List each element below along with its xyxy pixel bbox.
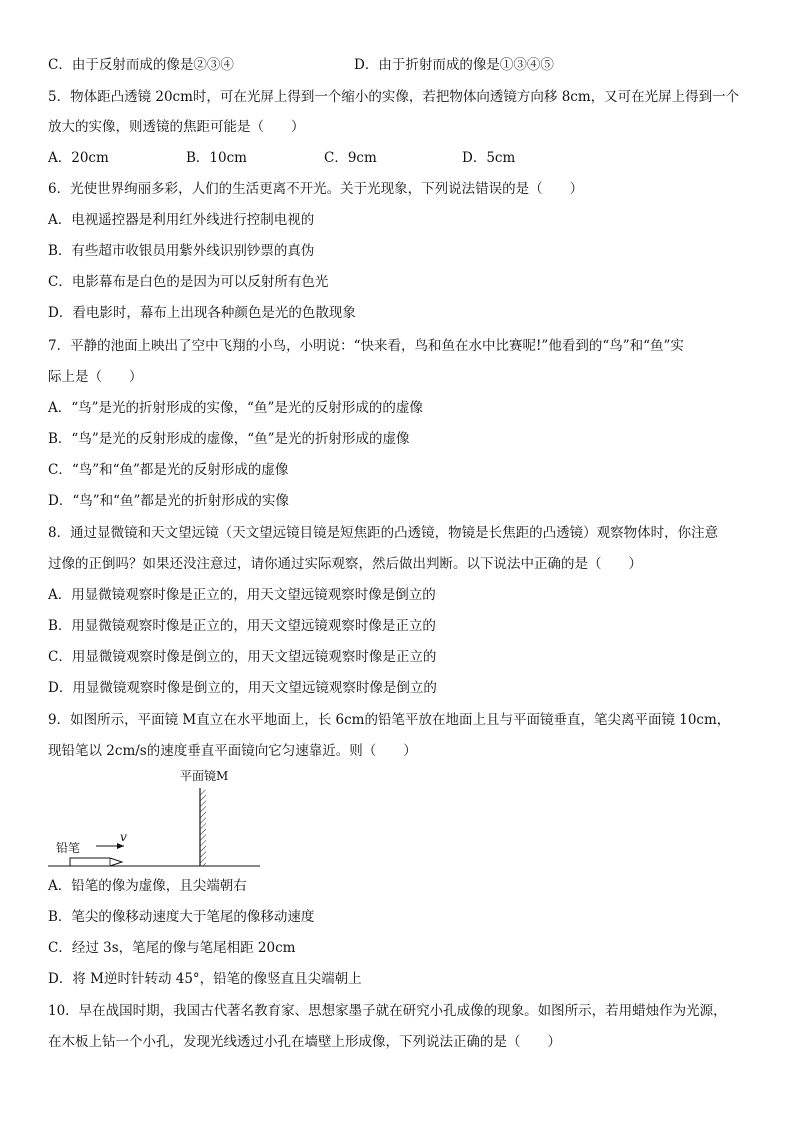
q5-option-a: A．20cm xyxy=(48,150,109,166)
pencil-shape xyxy=(70,858,122,866)
q5-option-d: D．5cm xyxy=(462,150,516,166)
q9-option-b: B．笔尖的像移动速度大于笔尾的像移动速度 xyxy=(48,909,315,925)
q4-option-d: D．由于折射而成的像是①③④⑤ xyxy=(354,57,554,73)
q5-option-c: C．9cm xyxy=(324,150,377,166)
q8-option-c: C．用显微镜观察时像是倒立的，用天文望远镜观察时像是正立的 xyxy=(48,649,437,665)
q8-option-d: D．用显微镜观察时像是倒立的，用天文望远镜观察时像是倒立的 xyxy=(48,680,437,696)
mirror-label: 平面镜M xyxy=(180,769,229,783)
q6-option-d: D．看电影时，幕布上出现各种颜色是光的色散现象 xyxy=(48,305,356,321)
velocity-label: v xyxy=(120,830,127,844)
q5-option-b: B．10cm xyxy=(186,150,247,166)
q9-option-c: C．经过 3s，笔尾的像与笔尾相距 20cm xyxy=(48,940,296,956)
q7-stem-line2: 际上是（ ） xyxy=(48,369,143,385)
q6-option-b: B．有些超市收银员用紫外线识别钞票的真伪 xyxy=(48,243,315,259)
q6-stem: 6．光使世界绚丽多彩，人们的生活更离不开光。关于光现象，下列说法错误的是（ ） xyxy=(48,181,584,197)
q10-stem-line2: 在木板上钻一个小孔，发现光线透过小孔在墙壁上形成像，下列说法正确的是（ ） xyxy=(48,1034,561,1050)
mirror-hatching xyxy=(200,790,206,866)
q9-stem-line2: 现铅笔以 2cm/s的速度垂直平面镜向它匀速靠近。则（ ） xyxy=(48,743,417,759)
q8-stem-line1: 8．通过显微镜和天文望远镜（天文望远镜目镜是短焦距的凸透镜，物镜是长焦距的凸透镜）观察物体时，你注意 xyxy=(48,525,719,541)
q9-option-d: D．将 M逆时针转动 45°，铅笔的像竖直且尖端朝上 xyxy=(48,971,362,987)
q9-stem-line1: 9．如图所示，平面镜 M直立在水平地面上，长 6cm的铅笔平放在地面上且与平面镜垂直，笔尖离平面镜 10cm， xyxy=(48,712,731,728)
q10-stem-line1: 10．早在战国时期，我国古代著名教育家、思想家墨子就在研究小孔成像的现象。如图所示，若用蜡烛作为光源， xyxy=(48,1003,727,1019)
q6-option-a: A．电视遥控器是利用红外线进行控制电视的 xyxy=(48,212,315,228)
q7-option-a: A．“鸟”是光的折射形成的实像，“鱼”是光的反射形成的的虚像 xyxy=(48,400,423,416)
q4-option-c: C．由于反射而成的像是②③④ xyxy=(48,57,234,73)
pencil-label: 铅笔 xyxy=(56,841,81,855)
q9-option-a: A．铅笔的像为虚像，且尖端朝右 xyxy=(48,878,247,894)
q7-option-d: D．“鸟”和“鱼”都是光的折射形成的实像 xyxy=(48,493,289,509)
q8-option-b: B．用显微镜观察时像是正立的，用天文望远镜观察时像是正立的 xyxy=(48,618,436,634)
q6-option-c: C．电影幕布是白色的是因为可以反射所有色光 xyxy=(48,274,329,290)
q8-stem-line2: 过像的正倒吗？如果还没注意过，请你通过实际观察，然后做出判断。以下说法中正确的是（ ） xyxy=(48,556,642,572)
q7-stem-line1: 7．平静的池面上映出了空中飞翔的小鸟，小明说：“快来看，鸟和鱼在水中比赛呢!”他看到的“鸟”和“鱼”实 xyxy=(48,338,684,354)
q7-option-c: C．“鸟”和“鱼”都是光的反射形成的虚像 xyxy=(48,462,289,478)
q5-stem-line1: 5．物体距凸透镜 20cm时，可在光屏上得到一个缩小的实像，若把物体向透镜方向移 8cm，又可在光屏上得到一个 xyxy=(48,89,740,105)
q7-option-b: B．“鸟”是光的反射形成的虚像，“鱼”是光的折射形成的虚像 xyxy=(48,431,410,447)
q8-option-a: A．用显微镜观察时像是正立的，用天文望远镜观察时像是倒立的 xyxy=(48,587,436,603)
q9-figure xyxy=(48,766,268,871)
q5-stem-line2: 放大的实像，则透镜的焦距可能是（ ） xyxy=(48,119,305,135)
